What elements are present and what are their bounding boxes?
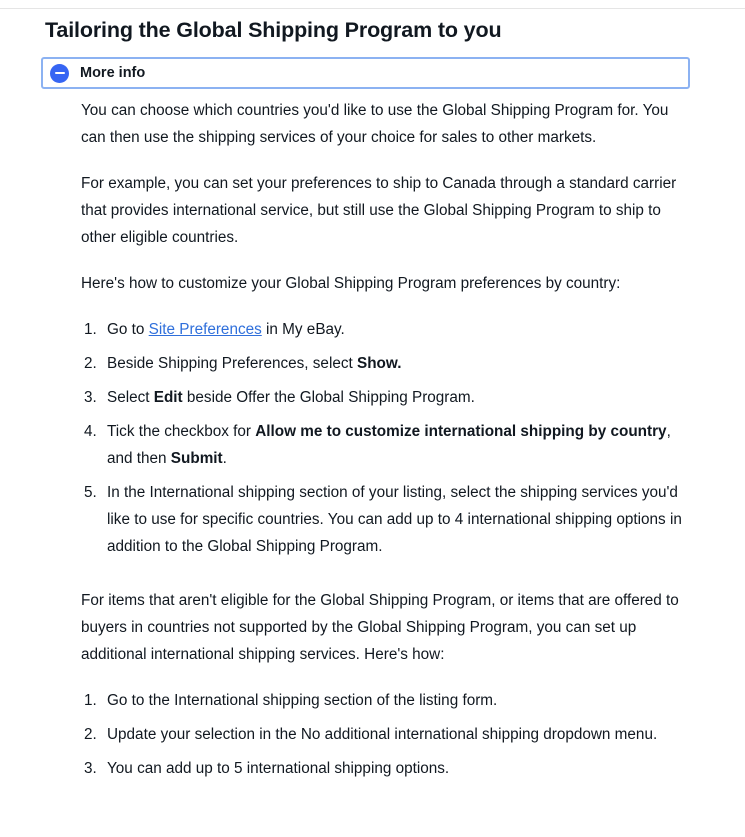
list-item-text: In the International shipping section of your listing, select the shipping services you'd like to use for specific countries. You can add up to 4 international shipping options in addition to the Global Shipping Program.	[107, 484, 682, 555]
more-info-accordion-header[interactable]	[41, 57, 690, 89]
paragraph-3: Here's how to customize your Global Shipping Program preferences by country:	[81, 275, 621, 292]
list-item-text: .	[222, 450, 227, 467]
list-item-text: in My eBay.	[261, 321, 345, 338]
page-title: Tailoring the Global Shipping Program to you	[45, 18, 502, 42]
emphasis-text: Submit	[170, 450, 223, 467]
list-item	[0, 384, 745, 411]
list-item-text: Beside Shipping Preferences, select	[107, 355, 357, 372]
top-divider	[0, 8, 745, 9]
list-item-text: , and then	[107, 423, 671, 467]
list-item-text: You can add up to 5 international shipping options.	[107, 760, 450, 777]
emphasis-text: Edit	[153, 389, 183, 406]
list-item-text: Tick the checkbox for	[107, 423, 256, 440]
list-item	[0, 418, 745, 472]
accordion-label: More info	[80, 65, 146, 81]
list-item	[0, 755, 745, 782]
list-item-text: Update your selection in the No additional international shipping dropdown menu.	[107, 726, 658, 743]
list-item-text: beside Offer the Global Shipping Program.	[182, 389, 475, 406]
list-item	[0, 479, 745, 560]
inline-link[interactable]: Site Preferences	[148, 321, 262, 338]
list-item-text: Select	[107, 389, 154, 406]
section-spacer	[0, 560, 745, 587]
accordion-body	[0, 97, 745, 782]
list-item	[0, 721, 745, 748]
paragraph-1: You can choose which countries you'd like to use the Global Shipping Program for. You can then use the shipping services of your choice for sales to other markets.	[81, 102, 669, 146]
list-item	[0, 687, 745, 714]
emphasis-text: Show.	[357, 355, 402, 372]
emphasis-text: Allow me to customize international shipping by country	[255, 423, 667, 440]
paragraph-2: For example, you can set your preferences to ship to Canada through a standard carrier that provides international service, but still use the Global Shipping Program to ship to other eligible countries.	[81, 175, 677, 246]
paragraph-4: For items that aren't eligible for the Global Shipping Program, or items that are offered to buyers in countries not supported by the Global Shipping Program, you can set up additional international shipping services. Here's how:	[81, 592, 679, 663]
list-item-text: Go to the International shipping section of the listing form.	[107, 692, 498, 709]
minus-circle-icon[interactable]	[50, 64, 69, 83]
steps-list-customize-preferences	[0, 316, 745, 560]
list-item	[0, 350, 745, 377]
list-item	[0, 316, 745, 343]
minus-icon-bar	[55, 72, 65, 74]
list-item-text: Go to	[107, 321, 149, 338]
steps-list-additional-shipping	[0, 687, 745, 782]
